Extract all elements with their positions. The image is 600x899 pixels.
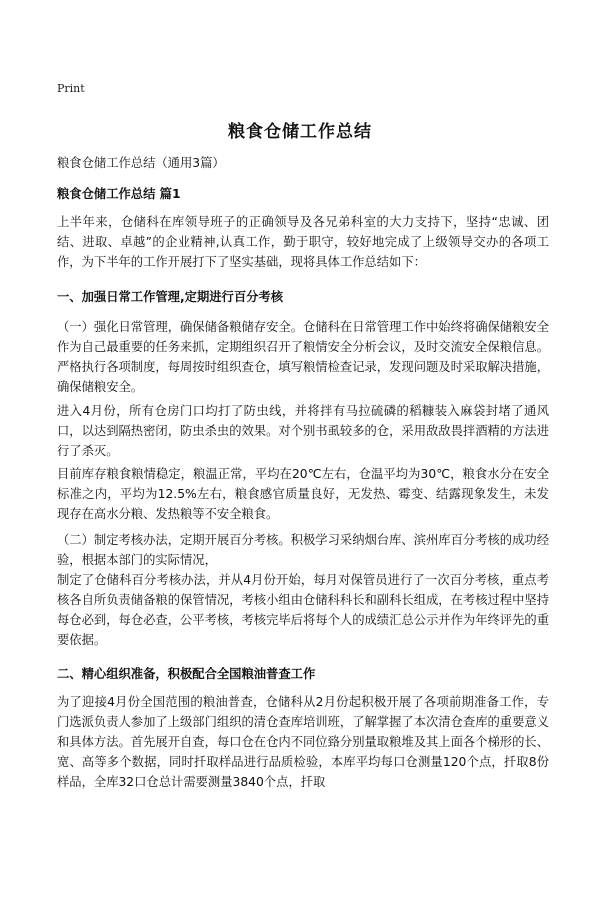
section-1-paragraph-2: 进入4月份，所有仓房门口均打了防虫线，并将拌有马拉硫磷的稻糠装入麻袋封堵了通风口，以达到隔热密闭，防虫杀虫的效果。对个别书虱较多的仓，采用敌敌畏拌酒精的方法进行了杀灭。 xyxy=(57,404,549,458)
document-title: 粮食仓储工作总结 xyxy=(228,122,372,142)
section-1-paragraph-3: 目前库存粮食粮情稳定，粮温正常，平均在20℃左右，仓温平均为30℃，粮食水分在安全标准之内，平均为12.5%左右，粮食感官质量良好，无发热、霉变、结露现象发生，未发现存在高水分粮、发热粮等不安全粮食。 xyxy=(57,467,549,521)
intro-paragraph: 上半年来，仓储科在库领导班子的正确领导及各兄弟科室的大力支持下，坚持“忠诚、团结、进取、卓越”的企业精神,认真工作，勤于职守，较好地完成了上级领导交办的各项工作，为下半年的工作开展打下了坚实基础，现将具体工作总结如下： xyxy=(57,215,549,269)
document-subtitle: 粮食仓储工作总结（通用3篇） xyxy=(57,156,225,170)
section-1-paragraph-4: （二）制定考核办法，定期开展百分考核。积极学习采纳烟台库、滨州库百分考核的成功经验，根据本部门的实际情况， xyxy=(57,533,549,567)
section-1-heading: 一、加强日常工作管理,定期进行百分考核 xyxy=(57,290,284,304)
piece-heading: 粮食仓储工作总结 篇1 xyxy=(57,187,181,201)
section-2-heading: 二、精心组织准备，积极配合全国粮油普查工作 xyxy=(57,667,316,681)
section-1-paragraph-1: （一）强化日常管理，确保储备粮储存安全。仓储科在日常管理工作中始终将确保储粮安全作为自己最重要的任务来抓，定期组织召开了粮情安全分析会议，及时交流安全保粮信息。严格执行各项制度，每周按时组织查仓，填写粮情检查记录，发现问题及时采取解决措施，确保储粮安全。 xyxy=(57,320,549,394)
section-1-paragraph-5: 制定了仓储科百分考核办法，并从4月份开始，每月对保管员进行了一次百分考核，重点考核各自所负责储备粮的保管情况，考核小组由仓储科科长和副科长组成，在考核过程中坚持每仓必到，每仓必查，公平考核，考核完毕后将每个人的成绩汇总公示并作为年终评先的重要依据。 xyxy=(57,573,549,647)
section-2-paragraph-1: 为了迎接4月份全国范围的粮油普查，仓储科从2月份起积极开展了各项前期准备工作，专门选派负责人参加了上级部门组织的清仓查库培训班，了解掌握了本次清仓查库的重要意义和具体方法。首先展开自查，每口仓在仓内不同位臵分别量取粮堆及其上面各个梯形的长、宽、高等多个数据，同时扦取样品进行品质检验，本库平均每口仓测量120个点，扦取8份样品，全库32口仓总计需要测量3840个点，扦取 xyxy=(57,695,549,789)
print-label: Print xyxy=(57,82,85,95)
